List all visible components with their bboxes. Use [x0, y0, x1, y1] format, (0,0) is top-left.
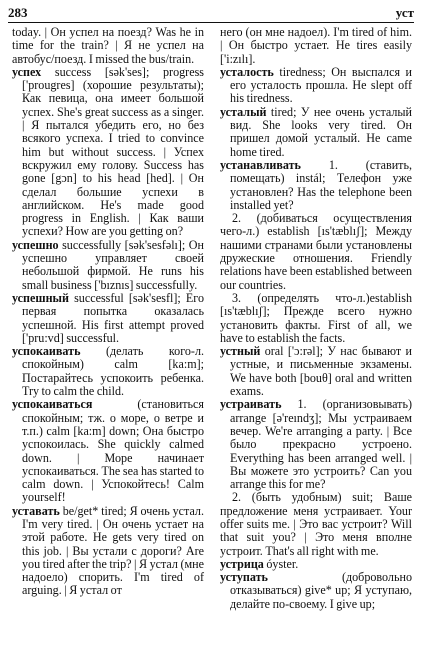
entry-text: 1. (организовывать) arrange [ə'reındʒ]; Мы устраиваем вечер. We're arranging a party. | Все было прекрасно устроено. Everything has been arranged well. | Вы можете это устроить? Can you arrange this for me? [230, 397, 412, 492]
entry-text: success [sək'ses]; progress ['prougres] (хорошие результаты); Как певица, она имеет большой успех. She's great success as a singer. | Я пытался убедить его, но без всякого успеха. I tried to convince him but without success. | Успех вскружил ему голову. Success has gone [gɔn] to his head [hed]. | Он сделал большие успехи в английском. He's made good progress in English. | Как ваши успехи? How are you getting on? [22, 64, 204, 239]
entry-headword: уставать [12, 503, 60, 518]
dictionary-entry [220, 345, 412, 398]
entry-headword: успешный [12, 290, 69, 305]
entry-continuation [12, 26, 204, 66]
dictionary-entry [220, 558, 412, 571]
dictionary-entry [220, 159, 412, 212]
entry-text: oral ['ɔ:rəl]; У нас бывают и устные, и письменные экзамены. We have both [bouθ] oral and written exams. [230, 344, 412, 399]
entry-text: 2. (быть удобным) suit; Ваше предложение меня устраивает. Your offer suits me. | Это вас устроит? Will that suit you? | Это меня вполне устроит. That's all right with me. [220, 490, 412, 558]
entry-continuation [220, 491, 412, 557]
dictionary-entry [220, 398, 412, 491]
entry-headword: успех [12, 64, 42, 79]
dictionary-entry [220, 66, 412, 106]
dictionary-entry [220, 106, 412, 159]
entry-headword: усталый [220, 104, 267, 119]
entry-headword: успокаивать [12, 344, 81, 359]
entry-text: (делать кого-л. спокойным) calm [ka:m]; Постарайтесь успокоить ребенка. Try to calm the child. [22, 344, 204, 399]
entry-text: (добровольно отказываться) give* up; Я уступаю, делайте по-своему. I give up; [230, 570, 412, 611]
right-column [220, 26, 412, 662]
entry-text: (становиться спокойным; тж. о море, о ветре и т.п.) calm [ka:m] down; Она быстро успокоилась. She quickly calmed down. | Море начинает успокаиваться. The sea has started to calm down. | Успокойтесь! Calm yourself! [22, 397, 204, 505]
page-number: 283 [8, 5, 28, 20]
dictionary-entry [12, 398, 204, 504]
page-header [8, 2, 414, 20]
entry-text: 1. (ставить, помещать) instál; Телефон уже установлен? Has the telephone been installed yet? [230, 157, 412, 212]
columns [12, 26, 412, 662]
entry-continuation [220, 292, 412, 345]
guide-word: уст [395, 5, 414, 20]
entry-headword: усталость [220, 64, 274, 79]
entry-text: successful [sək'sesfl]; Его первая попытка оказалась успешной. His first attempt proved ['pru:vd] successful. [22, 290, 204, 345]
dictionary-entry [12, 239, 204, 292]
entry-text: be/get* tired; Я очень устал. I'm very tired. | Он очень устает на этой работе. He gets very tired on this job. | Вы устали с дороги? Are you tired after the trip? | Я устал (мне надоело) спорить. I'm tired of arguing. | Я устал от [22, 503, 204, 598]
entry-text: óyster. [266, 556, 299, 571]
entry-headword: устный [220, 344, 261, 359]
entry-headword: устраивать [220, 397, 282, 412]
entry-text: 2. (добиваться осуществления чего-л.) establish [ıs'tæblıʃ]; Между нашими странами были установлены дружеские отношения. Friendly relations have been established between our countries. [220, 211, 412, 292]
entry-headword: устанавливать [220, 157, 301, 172]
entry-headword: устрица [220, 556, 264, 571]
entry-text: today. | Он успел на поезд? Was he in time for the train? | Я не успел на автобус/поезд. I missed the bus/train. [12, 25, 204, 66]
dictionary-entry [220, 571, 412, 611]
left-column [12, 26, 204, 662]
entry-headword: успокаиваться [12, 397, 93, 412]
dictionary-entry [12, 345, 204, 398]
entry-headword: успешно [12, 237, 59, 252]
entry-text: tired; У нее очень усталый вид. She looks very tired. Он пришел домой усталый. He came home tired. [230, 104, 412, 159]
dictionary-entry [12, 292, 204, 345]
entry-text: 3. (определять что-л.)establish [ıs'tæblıʃ]; Прежде всего нужно установить факты. First of all, we have to establish the facts. [220, 290, 412, 345]
dictionary-entry [12, 66, 204, 239]
dictionary-entry [12, 505, 204, 598]
header-rule [8, 22, 414, 23]
entry-continuation [220, 26, 412, 66]
entry-headword: уступать [220, 570, 268, 585]
entry-text: tiredness; Он выспался и его усталость прошла. He slept off his tiredness. [230, 64, 412, 106]
entry-text: него (он мне надоел). I'm tired of him. | Он быстро устает. He tires easily ['i:zılı]. [220, 25, 412, 66]
entry-continuation [220, 212, 412, 292]
entry-text: successfully [sək'sesfəlı]; Он успешно управляет своей небольшой фирмой. He runs his small business ['bıznıs] successfully. [22, 237, 204, 292]
